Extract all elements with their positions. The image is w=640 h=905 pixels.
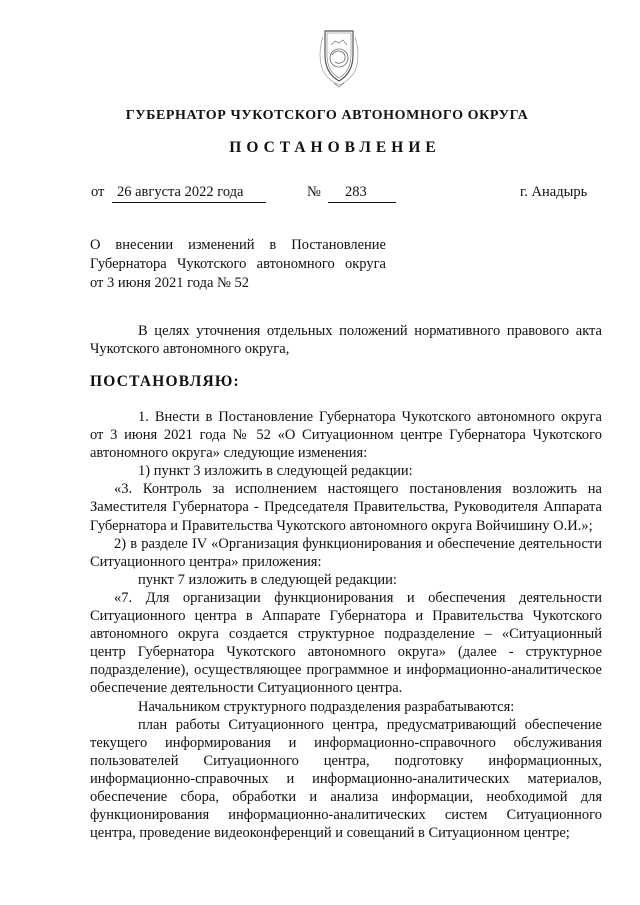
- document-date: 26 августа 2022 года: [117, 184, 244, 200]
- subject-line-2: Губернатора Чукотского автономного округа: [90, 256, 386, 272]
- paragraph-2: 1) пункт 3 изложить в следующей редакции:: [138, 463, 413, 480]
- city-name: г. Анадырь: [520, 184, 588, 200]
- decree-heading: [90, 373, 602, 391]
- number-underline: [328, 202, 396, 203]
- subject-line-3: от 3 июня 2021 года № 52: [90, 275, 249, 291]
- date-prefix: от: [91, 184, 105, 200]
- paragraph-6: «7. Для организации функционирования и обеспечения деятельности Ситуационного центра в Аппарате Губернатора и Правительства Чукотского автономного округа создается структурное подразделение – «Ситуационный центр Губернатора Чукотского автономного округа» (далее - структурное подразделение), осуществляющее программное и информационно-аналитическое обеспечение деятельности Ситуационного центра.: [90, 589, 602, 697]
- document-body: [90, 408, 602, 842]
- paragraph-5: пункт 7 изложить в следующей редакции:: [138, 571, 397, 588]
- paragraph-7: Начальником структурного подразделения разрабатываются:: [138, 698, 515, 715]
- paragraph-8: план работы Ситуационного центра, предусматривающий обеспечение текущего информирования и информационно-справочного обслуживания пользователей Ситуационного центра, подготовку информационных, информационно-справочных и информационно-аналитических материалов, обеспечение сбора, обработки и анализа информации, необходимой для функционирования информационно-аналитических систем Ситуационного центра, проведение видеоконференций и совещаний в Ситуационном центре;: [90, 716, 602, 842]
- paragraph-1: 1. Внести в Постановление Губернатора Чукотского автономного округа от 3 июня 2021 года № 52 «О Ситуационном центре Губернатора Чукотского автономного округа» следующие изменения:: [90, 409, 602, 462]
- document-subject: [90, 236, 386, 293]
- number-label: №: [307, 184, 321, 200]
- subject-line-1: О внесении изменений в Постановление: [90, 237, 386, 253]
- document-type-title: ПОСТАНОВЛЕНИЕ: [229, 139, 441, 156]
- decree-word: ПОСТАНОВЛЯЮ:: [90, 373, 240, 390]
- preamble-text: В целях уточнения отдельных положений нормативного правового акта Чукотского автономного округа,: [90, 323, 602, 358]
- paragraph-3: «3. Контроль за исполнением настоящего постановления возложить на Заместителя Губернатора - Председателя Правительства, Руководителя Аппарата Губернатора и Правительства Чукотского автономного округа Войчишину О.И.»;: [90, 481, 602, 534]
- paragraph-4: 2) в разделе IV «Организация функционирования и обеспечение деятельности Ситуационного центра» приложения:: [90, 535, 602, 570]
- organization-title: ГУБЕРНАТОР ЧУКОТСКОГО АВТОНОМНОГО ОКРУГА: [125, 108, 529, 123]
- document-number: 283: [345, 184, 367, 200]
- date-underline: [112, 202, 266, 203]
- coat-of-arms-icon: [301, 25, 377, 91]
- preamble: [90, 322, 602, 358]
